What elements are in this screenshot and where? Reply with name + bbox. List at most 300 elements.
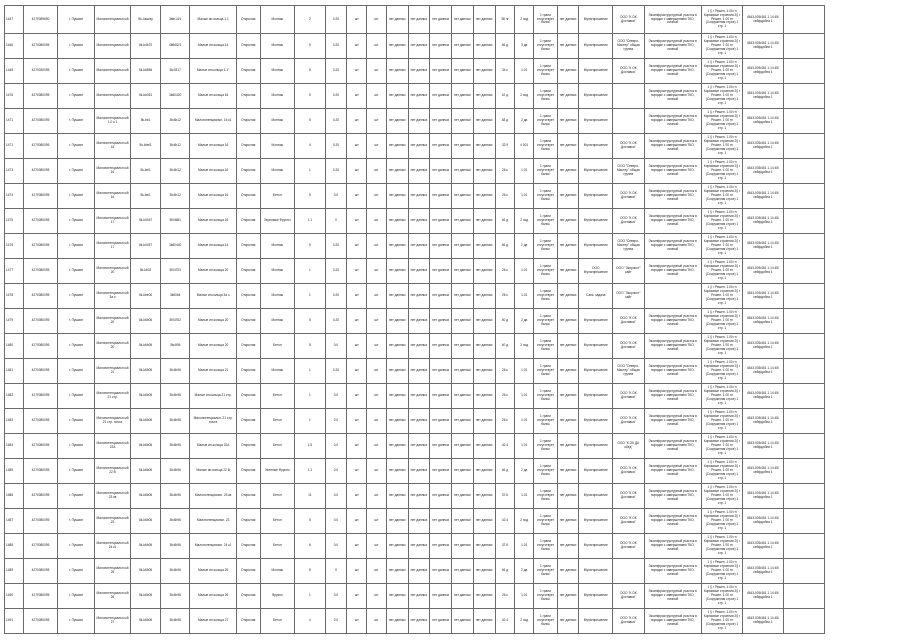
table-cell: 1.01 [515,484,534,509]
table-cell: нет данных [557,34,579,59]
table-cell: нет данных [557,84,579,109]
table-cell: нет данных [408,534,430,559]
table-cell: шт [347,6,367,34]
table-cell: Мультирешение [579,609,613,634]
table-cell: нет данных [452,134,474,159]
table-cell: 26 к [495,384,515,409]
table-cell: 3fc4b96 [160,484,190,509]
table-cell: 4270080095 [23,159,58,184]
table-cell: 3f04681 [160,209,190,234]
table-cell: г. Пушкин [58,534,95,559]
table-cell: 1.01 [515,284,534,309]
table-cell [783,534,824,559]
table-cell: нет данных [473,334,495,359]
table-cell: нет данных [430,259,452,284]
table-cell [783,234,824,259]
table-cell: шт [367,384,387,409]
table-cell: 1491 [5,609,24,634]
table-cell: 0.0 [325,409,347,434]
table-cell: 4270080095 [23,309,58,334]
table-cell: 0.0 [325,384,347,409]
table-cell: 1 грани отсутствует балок [534,259,558,284]
table-cell: нет данных [452,209,474,234]
table-cell: Малопотенциальн ый 20 [94,259,131,284]
table-cell: ООО "К ОК Доставка" [613,384,645,409]
table-cell: 1 § г Решен. 1.00 гн Кормовые строения 2§ г Решен. 1 00 гн (Сооружения строе) 1 стр. 1 [701,509,742,534]
table-cell: нет данных [386,359,408,384]
table-cell: нет данных [430,284,452,309]
table-cell: Малые ин.кольца 27 [190,609,236,634]
table-cell [783,84,824,109]
table-cell: нет данных [452,459,474,484]
table-cell: 4270080095 [23,609,58,634]
table-cell: 4 [295,134,326,159]
table-cell: 3fc4f06 [160,334,190,359]
table-cell: Бетон [260,534,295,559]
table-cell: Малопотенциальн ый [94,84,131,109]
table-cell: нет данных [386,109,408,134]
table-cell: нет данных [430,459,452,484]
table-cell: ООО "К ОК Доставка" [613,484,645,509]
table-cell: Малопотенциальн ый 23 [94,509,131,534]
table-cell: 1 грани отсутствует балок [534,34,558,59]
table-cell: нет данных [386,134,408,159]
table-cell: 1 § г Решен. 1.00 гн Кормовые строения 2§ г Решен. 1 00 гн (Сооружения строе) 1 стр. 1 [701,334,742,359]
table-cell: нет данных [430,434,452,459]
table-cell: г. Пушкин [58,609,95,634]
table-cell: Бетон [260,334,295,359]
table-cell: 4270080095 [23,559,58,584]
table-cell: нет данных [408,409,430,434]
table-cell: Монтаж [260,34,295,59]
table-cell: 5k-k6b06 [131,484,161,509]
table-cell: нет данных [430,34,452,59]
table-cell: нет данных [473,34,495,59]
table-cell: 1 [295,159,326,184]
table-cell: шт [367,334,387,359]
table-cell: 37.6 [495,534,515,559]
table-cell: 1489 [5,559,24,584]
table-cell: 5k-k0457 [131,234,161,259]
table-cell: Открытая [236,259,260,284]
table-cell: 1476 [5,234,24,259]
table-cell: нет данных [452,159,474,184]
table-cell [783,159,824,184]
table-cell: Малопотенциальн ый 20 [94,334,131,359]
table-cell: 1.01 [515,184,534,209]
table-cell: Мультирешение [579,509,613,534]
table-cell: 1471 [5,134,24,159]
table-cell: Мультирешение [579,459,613,484]
table-cell: нет данных [452,184,474,209]
table-cell: 0.20 [325,134,347,159]
table-cell: нет данных [408,109,430,134]
table-cell: нет данных [430,84,452,109]
table-cell: 2 ход [515,609,534,634]
table-cell: шт [347,59,367,84]
table-cell: 1 § г Решен. 1.00 гн Кормовые строения 2§ г Решен. 1 00 гн (Сооружения строе) 1 стр. 1 [701,309,742,334]
table-cell: Монтаж [260,159,295,184]
table-cell: 5k-k6b06 [131,509,161,534]
table-cell: 3 да [515,34,534,59]
table-cell: 3fc4b12 [160,184,190,209]
table-cell: 5 [295,84,326,109]
table-cell: ООО "К ОК Доставка" [613,59,645,84]
registry-table-body [5,6,905,634]
table-cell: 3f04703 [160,259,190,284]
table-cell: нет данных [430,234,452,259]
table-cell: нет данных [557,134,579,159]
table-cell: нет данных [408,84,430,109]
table-cell: Малопотенциальн ый 25 [94,559,131,584]
table-cell: ООО "К ОК Доставка" [613,609,645,634]
table-cell: 5k-kbe00 [131,284,161,309]
table-cell: 46 д [495,559,515,584]
table-cell: 1 грани отсутствует балок [534,234,558,259]
table-cell: ООО "К ОК Доставка" [613,584,645,609]
table-cell [783,409,824,434]
table-cell: ООО "К ОК Доставка" [613,534,645,559]
table-cell: нет данных [386,409,408,434]
table-cell: 4270080095 [23,584,58,609]
table-cell: Открытая [236,159,260,184]
table-cell: нет данных [386,209,408,234]
table-cell: 1 [295,359,326,384]
table-cell: 1 § г Решен. 1.00 гн Кормовые строения 2§ г Решен. 1 00 гн (Сооружения строе) 1 стр. 1 [701,609,742,634]
table-cell [644,284,701,309]
table-cell: шт [347,384,367,409]
table-cell: 1 грани отсутствует балок [534,184,558,209]
table-cell: ООО Мультирешение [579,259,613,284]
table-cell: 1 грани отсутствует балок [534,134,558,159]
table-cell: 1 § г Решен. 1.00 гн Кормовые строения 2§ г Решен. 1 00 гн (Сооружения строе) 1 стр. 1 [701,6,742,34]
table-cell [783,309,824,334]
table-cell: 1.5 [295,434,326,459]
table-cell: Малые ин.кольца 16 [190,159,236,184]
table-cell: 5k-k6b06 [131,534,161,559]
table-cell: Малые ин.кольца 22 В [190,459,236,484]
table-row [5,384,905,409]
table-cell: 5 [295,234,326,259]
table-cell: Мультирешение [579,209,613,234]
table-cell: 42.4 [495,509,515,534]
table-cell [783,259,824,284]
table-cell: ООО "Северо-Мастер" общая группа [613,234,645,259]
table-cell: шт [367,534,387,559]
table-cell: нет данных [557,359,579,384]
table-cell: 5 [295,334,326,359]
table-cell: нет данных [430,534,452,559]
table-cell: 1475 [5,209,24,234]
table-cell: нет данных [386,334,408,359]
table-cell: нет данных [386,584,408,609]
table-cell: 1 § г Решен. 1.00 гн Кормовые строения 2§ г Решен. 1 00 гн (Сооружения строе) 1 стр. 1 [701,434,742,459]
table-cell: Открытая [236,459,260,484]
table-cell: нет данных [557,234,579,259]
table-cell: 3f04762 [160,309,190,334]
table-row [5,309,905,334]
table-cell: 1 грани отсутствует балок [534,384,558,409]
table-cell: нет данных [473,384,495,409]
table-cell: 1 грани отсутствует балок [534,459,558,484]
table-cell: 1.01 [515,159,534,184]
table-cell: ООО "К ОК Доставка" [613,209,645,234]
table-cell: 6 [295,109,326,134]
table-cell: Открытая [236,309,260,334]
table-cell: Мультирешение [579,584,613,609]
table-cell: 0.0 [325,434,347,459]
table-cell: Малопотенциальн ый [94,59,131,84]
table-cell: 0 [325,209,347,234]
table-cell: 1 грани отсутствует балок [534,159,558,184]
table-cell: 4543-005/461 1.14 45/сейфдобна 1 [743,59,783,84]
table-cell: 5k-k6b06 [131,559,161,584]
table-cell: Мультирешение [579,384,613,409]
table-cell: 40 д [495,309,515,334]
table-cell: 1 грани отсутствует балок [534,59,558,84]
table-cell: шт [347,509,367,534]
table-cell: 26 к [495,359,515,384]
table-cell: 4270080095 [23,259,58,284]
table-cell [783,34,824,59]
table-cell: Малые ин.кольца 3а с [190,284,236,309]
table-row [5,59,905,84]
table-cell: Экоинфраструктурный участок в порядке с завершением ТКО, личный [644,84,701,109]
table-cell: 5k-bb1 [131,109,161,134]
table-cell: Открытая [236,6,260,34]
table-cell: нет данных [473,259,495,284]
table-row [5,284,905,309]
table-cell: шт [347,434,367,459]
table-cell: нет данных [408,234,430,259]
table-cell: 1.01 [515,584,534,609]
table-cell: 26 к [495,184,515,209]
table-cell: нет данных [430,509,452,534]
table-cell: Экоинфраструктурный участок в порядке с завершением ТКО, личный [644,109,701,134]
table-cell: 3fc4b12 [160,159,190,184]
table-cell: 5k-k6b06 [131,609,161,634]
table-cell: Бетон [260,409,295,434]
table-cell: 5k-bel1 [131,184,161,209]
table-cell: Монтаж [260,84,295,109]
table-cell: 1445 [5,59,24,84]
table-row [5,184,905,209]
table-cell: Открытая [236,359,260,384]
table-cell: нет данных [408,309,430,334]
table-cell: нет данных [473,309,495,334]
table-cell: 5k-k6b06 [131,584,161,609]
table-cell: нет данных [452,34,474,59]
table-cell: нет данных [452,434,474,459]
table-cell: нет данных [473,409,495,434]
table-cell: 5k-kb051 [131,84,161,109]
table-cell: 2 да [515,109,534,134]
table-cell: нет данных [452,559,474,584]
table-row [5,559,905,584]
table-row [5,34,905,59]
table-cell: 1 [295,384,326,409]
table-cell: 2 да [515,309,534,334]
table-cell: 1 грани отсутствует балок [534,434,558,459]
table-cell: нет данных [473,59,495,84]
table-cell: Открытая [236,109,260,134]
table-cell: 5k-k6b06 [131,309,161,334]
table-cell: 0.20 [325,109,347,134]
table-cell: Мультирешение [579,159,613,184]
table-cell: 3k60440 [160,234,190,259]
table-cell: 5k-k4b70 [131,34,161,59]
table-row [5,6,905,34]
table-cell: нет данных [430,209,452,234]
table-cell: 4270080095 [23,459,58,484]
table-cell: Монтаж [260,6,295,34]
table-cell: нет данных [408,509,430,534]
table-cell: нет данных [473,584,495,609]
table-cell: 2 да [515,234,534,259]
table-cell: нет данных [473,609,495,634]
table-cell: шт [347,209,367,234]
table-cell: шт [347,459,367,484]
table-cell: Открытая [236,509,260,534]
table-cell: 1 [295,259,326,284]
table-cell: Малопотенциальн ый 16 [94,159,131,184]
table-cell: Малопотенциальн ый 22 В [94,459,131,484]
table-cell: г. Пушкин [58,134,95,159]
table-cell: г. Пушкин [58,459,95,484]
table-cell: Малопотенциальн ый 21 [94,359,131,384]
table-cell: 1 [295,584,326,609]
table-cell: шт [367,59,387,84]
table-cell [783,334,824,359]
table-cell: нет данных [408,434,430,459]
table-cell: 2 ход [515,334,534,359]
table-cell: шт [347,584,367,609]
table-cell: 4543-005/461 1.14 45/сейфдобна 1 [743,484,783,509]
table-cell: 1486 [5,484,24,509]
table-cell: 1.01 [515,409,534,434]
table-cell: Экоинфраструктурный участок в порядке с завершением ТКО, личный [644,334,701,359]
table-cell: 38 лг [495,6,515,34]
table-cell: Открытая [236,134,260,159]
table-cell: 2 да [515,559,534,584]
table-cell: шт [347,34,367,59]
table-cell: Малопотенциальн ый 17 [94,234,131,259]
table-row [5,109,905,134]
table-cell: 1 § г Решен. 1.00 гн Кормовые строения 2§ г Решен. 1 00 гн (Сооружения строе) 1 стр. 1 [701,584,742,609]
table-cell: нет данных [430,409,452,434]
table-cell: 1 § г Решен. 1.00 гн Кормовые строения 2§ г Решен. 1 00 гн (Сооружения строе) 1 стр. 1 [701,159,742,184]
table-cell: 1 § г Решен. 1.00 гн Кормовые строения 2§ г Решен. 1 00 гн (Сооружения строе) 1 стр. 1 [701,34,742,59]
registry-sheet [4,5,905,634]
table-cell: нет данных [452,234,474,259]
table-cell: нет данных [408,134,430,159]
table-cell: 26 к [495,259,515,284]
table-row [5,409,905,434]
table-cell: 1476 [5,84,24,109]
table-cell: 46 д [495,34,515,59]
table-cell: 3fc4b96 [160,359,190,384]
table-cell: Бетон [260,609,295,634]
table-cell [783,584,824,609]
table-cell: 4270080095 [23,484,58,509]
table-cell: г. Пушкин [58,34,95,59]
table-cell: 0.20 [325,59,347,84]
table-cell: 0.20 [325,309,347,334]
table-cell: 4543-005/461 1.14 45/сейфдобна 1 [743,159,783,184]
table-cell: шт [347,234,367,259]
table-cell: 0.20 [325,259,347,284]
table-cell: нет данных [557,384,579,409]
table-cell: шт [347,309,367,334]
table-cell: нет данных [452,6,474,34]
table-cell: нет данных [557,509,579,534]
table-cell: Мультирешение [579,434,613,459]
table-cell: нет данных [408,459,430,484]
table-cell: нет данных [408,34,430,59]
table-cell: 5 [295,184,326,209]
table-cell: нет данных [452,484,474,509]
table-cell: 4543-005/461 1.14 45/сейфдобна 1 [743,434,783,459]
table-cell: Открытая [236,484,260,509]
table-cell: нет данных [473,509,495,534]
table-cell: 4 001 [515,134,534,159]
table-cell: нет данных [452,409,474,434]
table-cell: 4543-005/461 1.14 45/сейфдобна 1 [743,534,783,559]
table-cell: 3fc4b96 [160,559,190,584]
table-cell: 1 § г Решен. 1.00 гн Кормовые строения 2§ г Решен. 1 00 гн (Сооружения строе) 1 стр. 1 [701,534,742,559]
table-cell: ООО "К ОК Доставка" [613,334,645,359]
table-cell: шт [347,359,367,384]
table-cell: 1490 [5,584,24,609]
table-cell: Монтаж [260,259,295,284]
table-cell: Малые ин.кольца 16 [190,209,236,234]
table-cell: 5k-kbel1 [131,134,161,159]
table-cell: 2 ход [515,509,534,534]
table-cell: 5k-k6b06 [131,409,161,434]
table-cell: 5k-k6b06 [131,459,161,484]
table-cell: шт [367,259,387,284]
table-cell: нет данных [557,159,579,184]
table-cell: нет данных [386,59,408,84]
table-cell: нет данных [386,509,408,534]
table-cell: 4 [295,609,326,634]
table-cell: нет данных [452,584,474,609]
table-cell: г. Пушкин [58,334,95,359]
table-cell: шт [347,109,367,134]
table-cell: Малые ин.кольца 1.1° [190,59,236,84]
table-cell: 0.0 [325,334,347,359]
table-cell: 3fc4b96 [160,609,190,634]
table-cell: г. Пушкин [58,309,95,334]
table-cell: нет данных [473,109,495,134]
table-cell: 1 грани отсутствует балок [534,6,558,34]
table-cell: нет данных [452,334,474,359]
table-cell: шт [367,209,387,234]
table-cell: 4270080095 [23,284,58,309]
table-cell: Мультирешение [579,559,613,584]
table-cell: нет данных [408,284,430,309]
table-cell: 1 грани отсутствует балок [534,309,558,334]
table-cell: нет данных [386,484,408,509]
table-cell: 0.20 [325,359,347,384]
table-cell: Монтаж [260,234,295,259]
table-cell: 5 [295,34,326,59]
table-cell: 2 [295,6,326,34]
table-cell: шт [367,84,387,109]
table-cell: 4270080095 [23,509,58,534]
table-cell: 5k-Jaavay [131,6,161,34]
table-cell: 5k-k6b06 [131,359,161,384]
